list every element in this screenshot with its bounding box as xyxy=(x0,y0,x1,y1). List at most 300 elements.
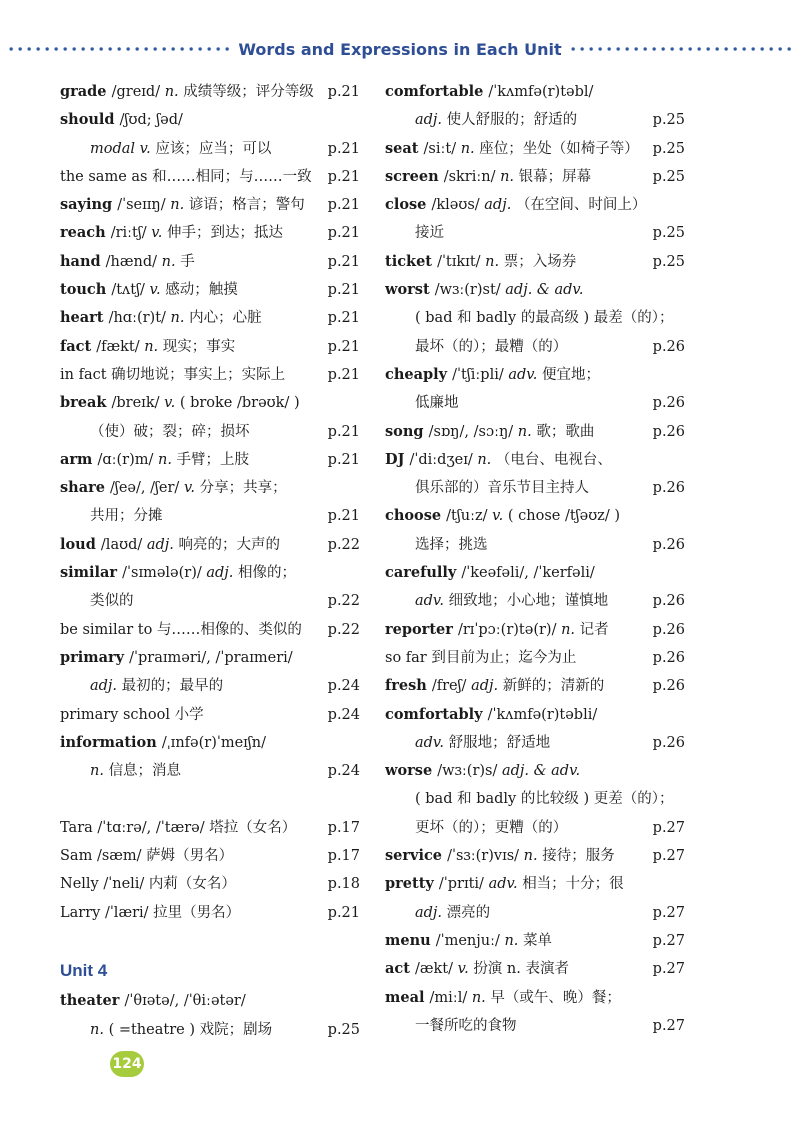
entry-line xyxy=(60,842,360,870)
page-number-badge: 124 xyxy=(110,1051,144,1077)
header-dots-right xyxy=(568,47,794,51)
pronunciation: /ˈkʌmfə(r)təbli/ xyxy=(487,706,598,723)
headword: hand xyxy=(60,252,106,270)
page-ref: p.21 xyxy=(327,904,360,921)
definition: 俱乐部的）音乐节目主持人 xyxy=(415,480,589,497)
entry-text xyxy=(385,559,685,587)
pronunciation: /ˈkʌmfə(r)təbl/ xyxy=(488,84,594,100)
entry-line xyxy=(60,644,360,672)
headword: primary xyxy=(60,648,130,666)
page-ref: p.22 xyxy=(327,536,360,553)
entry-line xyxy=(385,389,685,417)
entry-line xyxy=(60,729,360,757)
part-of-speech: adv. xyxy=(508,366,542,383)
entry-line xyxy=(385,1012,685,1040)
part-of-speech: v. xyxy=(164,395,180,412)
header-dots-left xyxy=(6,47,232,51)
pronunciation: /greɪd/ xyxy=(111,84,165,100)
headword: heart xyxy=(60,309,109,327)
page-ref: p.25 xyxy=(652,112,685,129)
page-ref: p.22 xyxy=(327,593,360,610)
headword: service xyxy=(385,847,448,865)
part-of-speech: n. xyxy=(170,310,190,327)
definition: 伸手；到达；抵达 xyxy=(167,225,283,242)
page-ref: p.26 xyxy=(652,734,685,751)
phrase: Larry xyxy=(60,904,105,921)
pronunciation: /ˈmenjuː/ xyxy=(435,932,505,949)
definition: ( bad 和 badly 的比较级 ) 更差（的）； xyxy=(415,791,674,808)
entry-text xyxy=(90,757,324,785)
definition: 手 xyxy=(180,253,195,270)
entry-line xyxy=(60,106,360,134)
part-of-speech: n. xyxy=(523,848,543,865)
entry-text xyxy=(60,191,324,219)
entry-line xyxy=(385,559,685,587)
definition: 细致地；小心地；谨慎地 xyxy=(448,593,609,610)
definition: 早（或午、晚）餐； xyxy=(490,989,621,1006)
definition: 一餐所吃的食物 xyxy=(415,1017,517,1034)
pronunciation: /hɑː(r)t/ xyxy=(108,310,171,327)
entry-text xyxy=(385,757,685,785)
entry-text xyxy=(385,701,685,729)
headword: share xyxy=(60,479,111,497)
page-ref: p.26 xyxy=(652,338,685,355)
headword: similar xyxy=(60,564,123,582)
pronunciation: /ˈθɪətə/, /ˈθiːətər/ xyxy=(124,993,246,1010)
entry-text xyxy=(415,474,649,502)
pronunciation: /hænd/ xyxy=(105,253,162,270)
pronunciation: /freʃ/ xyxy=(431,678,472,695)
entry-text xyxy=(385,135,649,163)
page-ref: p.21 xyxy=(327,310,360,327)
pronunciation: /wɜː(r)s/ xyxy=(437,763,502,780)
part-of-speech: v. xyxy=(457,961,474,978)
entry-line xyxy=(60,474,360,502)
entry-line xyxy=(385,644,685,672)
part-of-speech: v. xyxy=(151,225,167,242)
pronunciation: /ækt/ xyxy=(414,961,458,978)
pronunciation: /kləʊs/ xyxy=(431,197,485,214)
definition: 接近 xyxy=(415,225,444,242)
pronunciation: /rɪˈpɔː(r)tə(r)/ xyxy=(457,621,562,638)
definition: ( chose /tʃəʊz/ ) xyxy=(507,508,620,525)
entry-text xyxy=(60,361,324,389)
page-ref: p.17 xyxy=(327,848,360,865)
definition: 新鲜的；清新的 xyxy=(502,678,605,695)
part-of-speech: v. xyxy=(149,282,166,299)
entry-text xyxy=(90,418,324,446)
entry-text xyxy=(90,1016,324,1044)
entry-text xyxy=(415,531,649,559)
page-ref: p.21 xyxy=(327,84,360,100)
definition: 应该；应当；可以 xyxy=(155,140,272,157)
part-of-speech: adj. xyxy=(146,536,179,553)
pronunciation: /ˈseɪɪŋ/ xyxy=(117,197,171,214)
entry-line xyxy=(60,418,360,446)
entry-text xyxy=(60,531,324,559)
headword: saying xyxy=(60,196,118,214)
page-ref: p.21 xyxy=(327,140,360,157)
entry-line xyxy=(60,672,360,700)
pronunciation: /sæm/ xyxy=(96,848,147,865)
page-ref: p.24 xyxy=(327,706,360,723)
entry-text xyxy=(385,502,685,530)
definition: 扮演 n. 表演者 xyxy=(473,961,569,978)
definition: 舒服地；舒适地 xyxy=(448,734,551,751)
part-of-speech: adj. xyxy=(415,904,447,921)
page-ref: p.24 xyxy=(327,763,360,780)
headword: grade xyxy=(60,83,112,100)
pronunciation: /ˈkeəfəli/, /ˈkerfəli/ xyxy=(461,565,595,582)
phrase: Tara xyxy=(60,819,98,836)
definition: 响亮的；大声的 xyxy=(178,536,281,553)
definition: 最初的；最早的 xyxy=(121,678,224,695)
part-of-speech: adv. xyxy=(415,593,449,610)
part-of-speech: n. xyxy=(504,932,524,949)
headword: song xyxy=(385,422,429,440)
definition: 漂亮的 xyxy=(446,904,491,921)
entry-line xyxy=(60,276,360,304)
headword: meal xyxy=(385,988,430,1006)
pronunciation: /tʌtʃ/ xyxy=(111,282,150,299)
entry-text xyxy=(385,78,685,106)
entry-line xyxy=(60,814,360,842)
entry-text xyxy=(90,502,324,530)
entry-line xyxy=(60,559,360,587)
entry-text xyxy=(60,842,324,870)
definition: 萨姆（男名） xyxy=(146,848,234,865)
pronunciation: /skriːn/ xyxy=(443,168,501,185)
pronunciation: /laʊd/ xyxy=(100,536,147,553)
entry-text xyxy=(385,842,649,870)
entry-text xyxy=(60,474,360,502)
definition: 相当；十分；很 xyxy=(522,876,624,893)
entry-text xyxy=(60,870,324,898)
definition: ( broke /brəʊk/ ) xyxy=(179,395,300,412)
definition: 票；入场券 xyxy=(503,253,577,270)
headword: should xyxy=(60,111,120,129)
entry-text xyxy=(90,135,324,163)
entry-text xyxy=(60,814,324,842)
entry-text xyxy=(60,729,360,757)
part-of-speech: n. xyxy=(500,168,519,185)
entry-line xyxy=(60,502,360,530)
entry-line xyxy=(60,446,360,474)
page-ref: p.27 xyxy=(652,1017,685,1034)
definition: 歌；歌曲 xyxy=(536,423,595,440)
headword: touch xyxy=(60,281,112,299)
part-of-speech: n. xyxy=(170,197,189,214)
entry-line xyxy=(60,870,360,898)
phrase: Nelly xyxy=(60,876,104,893)
entry-text xyxy=(385,248,649,276)
part-of-speech: adj. xyxy=(415,112,447,129)
definition: 相像的； xyxy=(238,565,297,582)
headword: fresh xyxy=(385,677,432,695)
page-ref: p.21 xyxy=(327,253,360,270)
entry-line xyxy=(60,1016,360,1044)
definition: 最坏（的）；最糟（的） xyxy=(415,338,568,355)
definition: 到目前为止；迄今为止 xyxy=(431,649,577,666)
entry-text xyxy=(60,248,324,276)
entry-line xyxy=(60,987,360,1015)
entry-text xyxy=(385,163,649,191)
page-ref: p.25 xyxy=(652,225,685,242)
headword: loud xyxy=(60,535,101,553)
vocab-column-left xyxy=(60,78,360,1044)
part-of-speech: modal v. xyxy=(90,140,156,157)
definition: ( =theatre ) 戏院；剧场 xyxy=(108,1021,273,1038)
entry-text xyxy=(385,955,649,983)
definition: 内心；心脏 xyxy=(189,310,262,327)
entry-text xyxy=(415,785,685,813)
part-of-speech: adj. xyxy=(484,197,516,214)
definition: 接待；服务 xyxy=(542,848,615,865)
definition: 记者 xyxy=(579,621,609,638)
entry-line xyxy=(60,191,360,219)
pronunciation: /wɜː(r)st/ xyxy=(434,282,506,299)
entry-text xyxy=(385,927,649,955)
entry-text xyxy=(415,729,649,757)
entry-text xyxy=(60,304,324,332)
pronunciation: /ˈneli/ xyxy=(103,876,149,893)
entry-line xyxy=(60,701,360,729)
page-ref: p.24 xyxy=(327,678,360,695)
entry-line xyxy=(60,219,360,247)
page-ref: p.21 xyxy=(327,338,360,355)
pronunciation: /sɒŋ/, /sɔːŋ/ xyxy=(428,423,518,440)
entry-text xyxy=(385,616,649,644)
page-ref: p.25 xyxy=(652,140,685,157)
entry-line xyxy=(385,899,685,927)
entry-line xyxy=(385,418,685,446)
part-of-speech: adj. xyxy=(471,678,503,695)
entry-line xyxy=(385,785,685,813)
entry-line xyxy=(60,899,360,927)
page-ref: p.21 xyxy=(327,225,360,242)
headword: reporter xyxy=(385,620,458,638)
pronunciation: /miːl/ xyxy=(429,989,472,1006)
page-ref: p.21 xyxy=(327,282,360,299)
definition: （使）破；裂；碎；损坏 xyxy=(90,423,250,440)
page-ref: p.21 xyxy=(327,168,360,185)
headword: worst xyxy=(385,281,435,299)
definition: 更坏（的）；更糟（的） xyxy=(415,819,568,836)
definition: （电台、电视台、 xyxy=(495,451,612,468)
headword: close xyxy=(385,196,432,214)
part-of-speech: n. xyxy=(144,338,163,355)
page-ref: p.22 xyxy=(327,621,360,638)
headword: worse xyxy=(385,762,438,780)
part-of-speech: n. xyxy=(471,989,491,1006)
pronunciation: /ˈprɪti/ xyxy=(438,876,489,893)
phrase: be similar to xyxy=(60,621,157,638)
definition: 成绩等级；评分等级 xyxy=(183,84,314,100)
part-of-speech: adj. xyxy=(206,565,239,582)
phrase: in fact xyxy=(60,366,112,383)
headword: information xyxy=(60,733,162,751)
entry-text xyxy=(415,389,649,417)
definition: 谚语；格言；警句 xyxy=(188,197,305,214)
entry-text xyxy=(60,701,324,729)
page-ref: p.27 xyxy=(652,932,685,949)
spacer xyxy=(60,785,360,813)
entry-text xyxy=(60,644,360,672)
page-ref: p.26 xyxy=(652,649,685,666)
entry-line xyxy=(60,361,360,389)
definition: 便宜地； xyxy=(541,366,600,383)
page-ref: p.18 xyxy=(327,876,360,893)
pronunciation: /ˈtɪkɪt/ xyxy=(437,253,486,270)
page-ref: p.26 xyxy=(652,480,685,497)
entry-line xyxy=(385,276,685,304)
part-of-speech: n. xyxy=(485,253,504,270)
entry-line xyxy=(385,219,685,247)
pronunciation: /ɑː(r)m/ xyxy=(97,451,158,468)
entry-line xyxy=(385,304,685,332)
pronunciation: /ʃʊd; ʃəd/ xyxy=(119,112,183,129)
pronunciation: /ˈdiːdʒeɪ/ xyxy=(409,451,478,468)
definition: 选择；挑选 xyxy=(415,536,488,553)
part-of-speech: n. xyxy=(157,451,177,468)
entry-text xyxy=(60,276,324,304)
definition: 内莉（女名） xyxy=(148,876,236,893)
entry-line xyxy=(60,78,360,106)
spacer xyxy=(60,927,360,955)
headword: DJ xyxy=(385,450,410,468)
entry-line xyxy=(385,927,685,955)
entry-text xyxy=(60,616,324,644)
entry-line xyxy=(60,757,360,785)
definition: 塔拉（女名） xyxy=(209,819,297,836)
entry-line xyxy=(385,870,685,898)
headword: cheaply xyxy=(385,365,453,383)
part-of-speech: n. xyxy=(517,423,537,440)
entry-text xyxy=(385,644,649,672)
definition: 信息；消息 xyxy=(108,763,182,780)
entry-line xyxy=(60,248,360,276)
page-ref: p.21 xyxy=(327,508,360,525)
headword: reach xyxy=(60,224,111,242)
phrase: primary school xyxy=(60,706,175,723)
part-of-speech: n. xyxy=(161,253,181,270)
part-of-speech: n. xyxy=(477,451,496,468)
pronunciation: /riːtʃ/ xyxy=(110,225,152,242)
pronunciation: /ˈsɜː(r)vɪs/ xyxy=(447,848,524,865)
part-of-speech: adj. & adv. xyxy=(501,763,581,780)
page-ref: p.21 xyxy=(327,451,360,468)
entry-line xyxy=(60,135,360,163)
entry-line xyxy=(385,191,685,219)
page-ref: p.26 xyxy=(652,678,685,695)
headword: seat xyxy=(385,139,424,157)
entry-text xyxy=(385,870,685,898)
page-ref: p.21 xyxy=(327,366,360,383)
entry-text xyxy=(60,219,324,247)
definition: （在空间、时间上） xyxy=(515,197,647,214)
header-title: Words and Expressions in Each Unit xyxy=(238,39,562,59)
headword: menu xyxy=(385,931,436,949)
definition: 感动；触摸 xyxy=(165,282,238,299)
entry-line xyxy=(385,814,685,842)
part-of-speech: n. xyxy=(561,621,580,638)
headword: comfortably xyxy=(385,705,488,723)
page-ref: p.25 xyxy=(652,168,685,185)
entry-line xyxy=(60,587,360,615)
pronunciation: /ˈlæri/ xyxy=(104,904,154,921)
entry-text xyxy=(385,446,685,474)
pronunciation: /ˈtɑːrə/, /ˈtærə/ xyxy=(97,819,210,836)
entry-line xyxy=(385,106,685,134)
entry-line xyxy=(385,78,685,106)
definition: ( bad 和 badly 的最高级 ) 最差（的）； xyxy=(415,310,674,327)
headword: carefully xyxy=(385,564,462,582)
entry-line xyxy=(60,616,360,644)
headword: ticket xyxy=(385,252,438,270)
entry-text xyxy=(60,987,360,1015)
part-of-speech: n. xyxy=(90,763,109,780)
entry-text xyxy=(415,814,649,842)
entry-text xyxy=(60,163,324,191)
entry-line xyxy=(60,163,360,191)
entry-line xyxy=(385,135,685,163)
phrase: the same as xyxy=(60,168,153,185)
definition: 小学 xyxy=(174,706,204,723)
unit-heading: Unit 4 xyxy=(60,961,108,981)
headword: choose xyxy=(385,507,447,525)
entry-text xyxy=(385,191,685,219)
entry-text xyxy=(90,672,324,700)
page-ref: p.26 xyxy=(652,621,685,638)
entry-line xyxy=(385,446,685,474)
entry-text xyxy=(385,276,685,304)
definition: 确切地说；事实上；实际上 xyxy=(111,366,286,383)
entry-text xyxy=(385,361,685,389)
pronunciation: /tʃuːz/ xyxy=(446,508,493,525)
page-ref: p.25 xyxy=(652,253,685,270)
page-ref: p.27 xyxy=(652,961,685,978)
definition: 共用；分摊 xyxy=(90,508,163,525)
entry-text xyxy=(415,899,649,927)
part-of-speech: adj. & adv. xyxy=(505,282,584,299)
definition: 座位；坐处（如椅子等） xyxy=(479,140,639,157)
headword: pretty xyxy=(385,875,439,893)
definition: 手臂；上肢 xyxy=(176,451,250,468)
entry-text xyxy=(60,389,360,417)
entry-line xyxy=(385,163,685,191)
entry-line xyxy=(385,474,685,502)
entry-line xyxy=(385,587,685,615)
definition: 分享；共享； xyxy=(199,480,287,497)
entry-text xyxy=(385,418,649,446)
entry-line xyxy=(385,333,685,361)
pronunciation: /ˌɪnfə(r)ˈmeɪʃn/ xyxy=(161,734,266,751)
entry-line xyxy=(385,672,685,700)
entry-text xyxy=(415,304,685,332)
entry-line xyxy=(385,361,685,389)
page-ref: p.26 xyxy=(652,536,685,553)
pronunciation: /breɪk/ xyxy=(111,395,165,412)
entry-line xyxy=(60,389,360,417)
entry-text xyxy=(60,106,360,134)
page-ref: p.21 xyxy=(327,197,360,214)
page-ref: p.17 xyxy=(327,819,360,836)
pronunciation: /ʃeə/, /ʃer/ xyxy=(110,480,184,497)
page-ref: p.26 xyxy=(652,423,685,440)
entry-line xyxy=(385,531,685,559)
definition: 拉里（男名） xyxy=(153,904,241,921)
part-of-speech: adv. xyxy=(415,734,449,751)
